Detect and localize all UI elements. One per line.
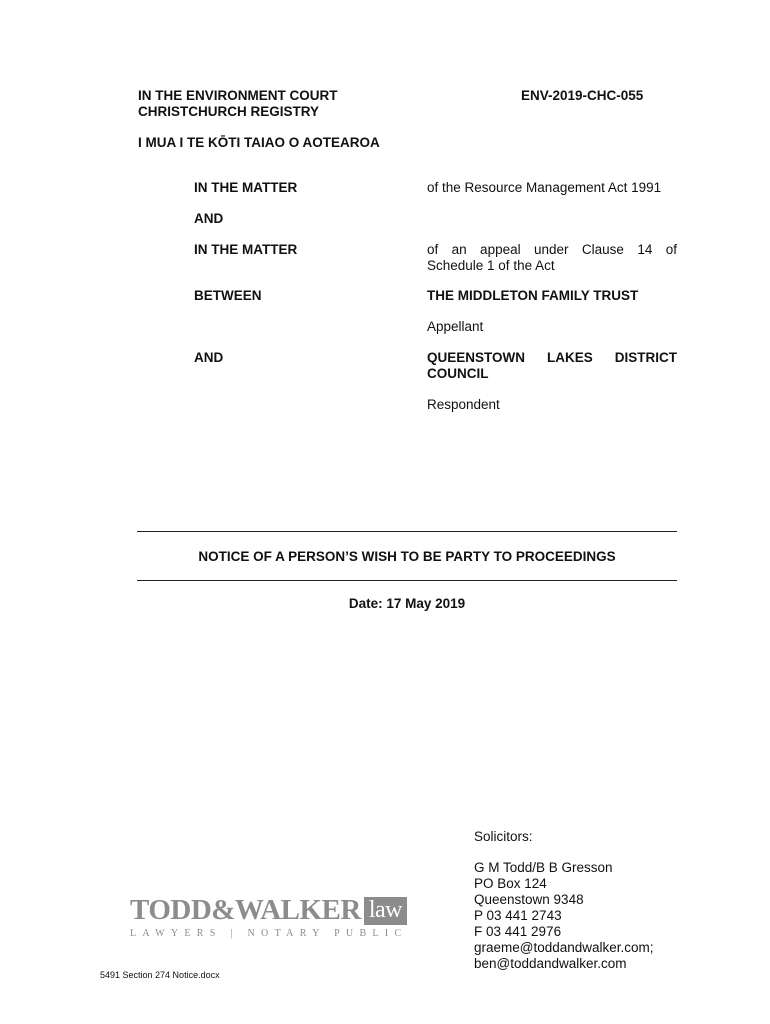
notice-date: Date: 17 May 2019 [348, 596, 466, 611]
firm-logo [130, 894, 407, 939]
respondent-name-line1: QUEENSTOWN LAKES DISTRICT [427, 350, 677, 365]
bottom-rule [137, 580, 677, 581]
respondent-name-line2: COUNCIL [427, 366, 489, 381]
appellant-name: THE MIDDLETON FAMILY TRUST [427, 288, 639, 303]
solicitors-city: Queenstown 9348 [474, 892, 584, 907]
court-registry: CHRISTCHURCH REGISTRY [138, 104, 320, 119]
and2-label: AND [194, 350, 224, 365]
appellant-role: Appellant [427, 319, 484, 334]
solicitors-email-1[interactable]: graeme@toddandwalker.com; [474, 940, 654, 955]
maori-court-title: I MUA I TE KŌTI TAIAO O AOTEAROA [138, 135, 380, 150]
matter1-text: of the Resource Management Act 1991 [427, 180, 662, 195]
notice-title: NOTICE OF A PERSON’S WISH TO BE PARTY TO PROCEEDINGS [198, 549, 616, 564]
firm-logo-wordmark [130, 894, 407, 927]
case-reference: ENV-2019-CHC-055 [521, 88, 644, 103]
solicitors-fax: F 03 441 2976 [474, 924, 562, 939]
respondent-role: Respondent [427, 397, 500, 412]
solicitors-email-2[interactable]: ben@toddandwalker.com [474, 956, 627, 971]
top-rule [137, 531, 677, 532]
solicitors-names: G M Todd/B B Gresson [474, 860, 613, 875]
matter2-label: IN THE MATTER [194, 242, 298, 257]
court-name: IN THE ENVIRONMENT COURT [138, 88, 338, 103]
firm-logo-name: TODD&WALKER [130, 894, 361, 926]
matter2-text-line1: of an appeal under Clause 14 of [427, 242, 677, 257]
firm-logo-tagline: LAWYERS | NOTARY PUBLIC [130, 928, 408, 939]
footer-filename: 5491 Section 274 Notice.docx [100, 970, 220, 980]
matter2-text-line2: Schedule 1 of the Act [427, 258, 555, 273]
solicitors-po-box: PO Box 124 [474, 876, 547, 891]
firm-logo-law-badge: law [364, 897, 407, 925]
matter1-label: IN THE MATTER [194, 180, 298, 195]
solicitors-phone: P 03 441 2743 [474, 908, 562, 923]
between-label: BETWEEN [194, 288, 262, 303]
solicitors-label: Solicitors: [474, 829, 533, 844]
and1-label: AND [194, 211, 224, 226]
solicitors-block [474, 829, 654, 972]
